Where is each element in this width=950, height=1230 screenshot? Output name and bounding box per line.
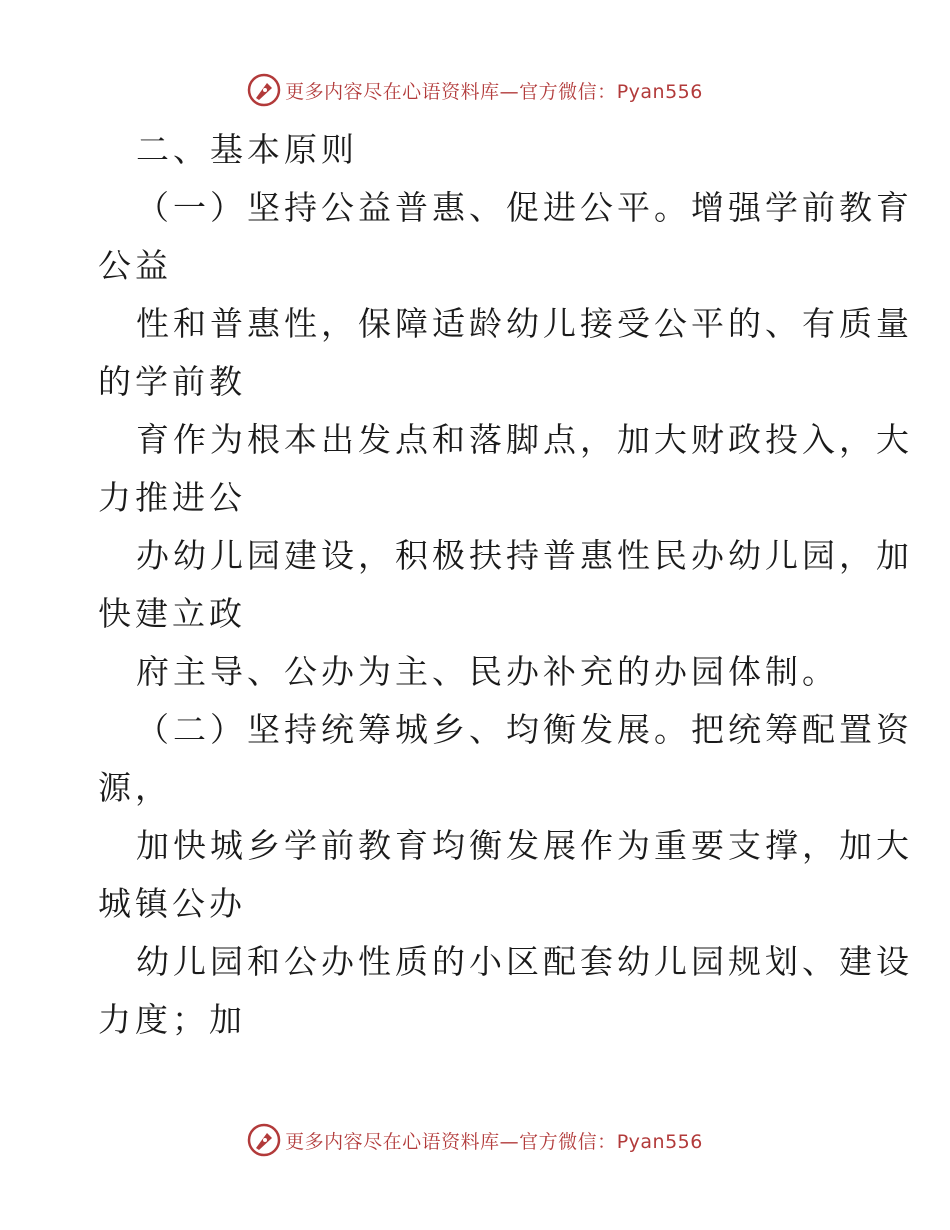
banner-separator: — xyxy=(499,80,520,103)
banner-wechat-id: Pyan556 xyxy=(616,1130,703,1153)
paragraph-line: （一）坚持公益普惠、促进公平。增强学前教育 xyxy=(136,188,913,227)
paragraph-line: 力推进公 xyxy=(98,478,246,517)
banner-wechat-id: Pyan556 xyxy=(616,80,703,103)
banner-text-group xyxy=(285,77,703,104)
paragraph-line: 府主导、公办为主、民办补充的办园体制。 xyxy=(136,652,839,691)
paragraph-line: 办幼儿园建设，积极扶持普惠性民办幼儿园，加 xyxy=(136,536,913,575)
header-watermark-banner xyxy=(0,70,950,110)
paragraph-line: 育作为根本出发点和落脚点，加大财政投入，大 xyxy=(136,420,913,459)
paragraph-line: （二）坚持统筹城乡、均衡发展。把统筹配置资 xyxy=(136,710,913,749)
section-heading: 二、基本原则 xyxy=(136,130,358,169)
pen-nib-logo-icon xyxy=(247,73,281,107)
banner-separator: — xyxy=(499,1130,520,1153)
paragraph-line: 加快城乡学前教育均衡发展作为重要支撑，加大 xyxy=(136,826,913,865)
footer-watermark-banner xyxy=(0,1120,950,1160)
paragraph-line: 城镇公办 xyxy=(98,884,246,923)
paragraph-line: 源， xyxy=(98,768,172,807)
banner-library-text: 更多内容尽在心语资料库 xyxy=(285,80,500,103)
banner-wechat-label: 官方微信： xyxy=(519,1130,617,1153)
banner-wechat-label: 官方微信： xyxy=(519,80,617,103)
banner-library-text: 更多内容尽在心语资料库 xyxy=(285,1130,500,1153)
paragraph-line: 的学前教 xyxy=(98,362,246,401)
paragraph-line: 力度；加 xyxy=(98,1000,246,1039)
paragraph-line: 性和普惠性，保障适龄幼儿接受公平的、有质量 xyxy=(136,304,913,343)
paragraph-line: 快建立政 xyxy=(98,594,246,633)
banner-text-group xyxy=(285,1127,703,1154)
paragraph-line: 公益 xyxy=(98,246,172,285)
paragraph-line: 幼儿园和公办性质的小区配套幼儿园规划、建设 xyxy=(136,942,913,981)
pen-nib-logo-icon xyxy=(247,1123,281,1157)
